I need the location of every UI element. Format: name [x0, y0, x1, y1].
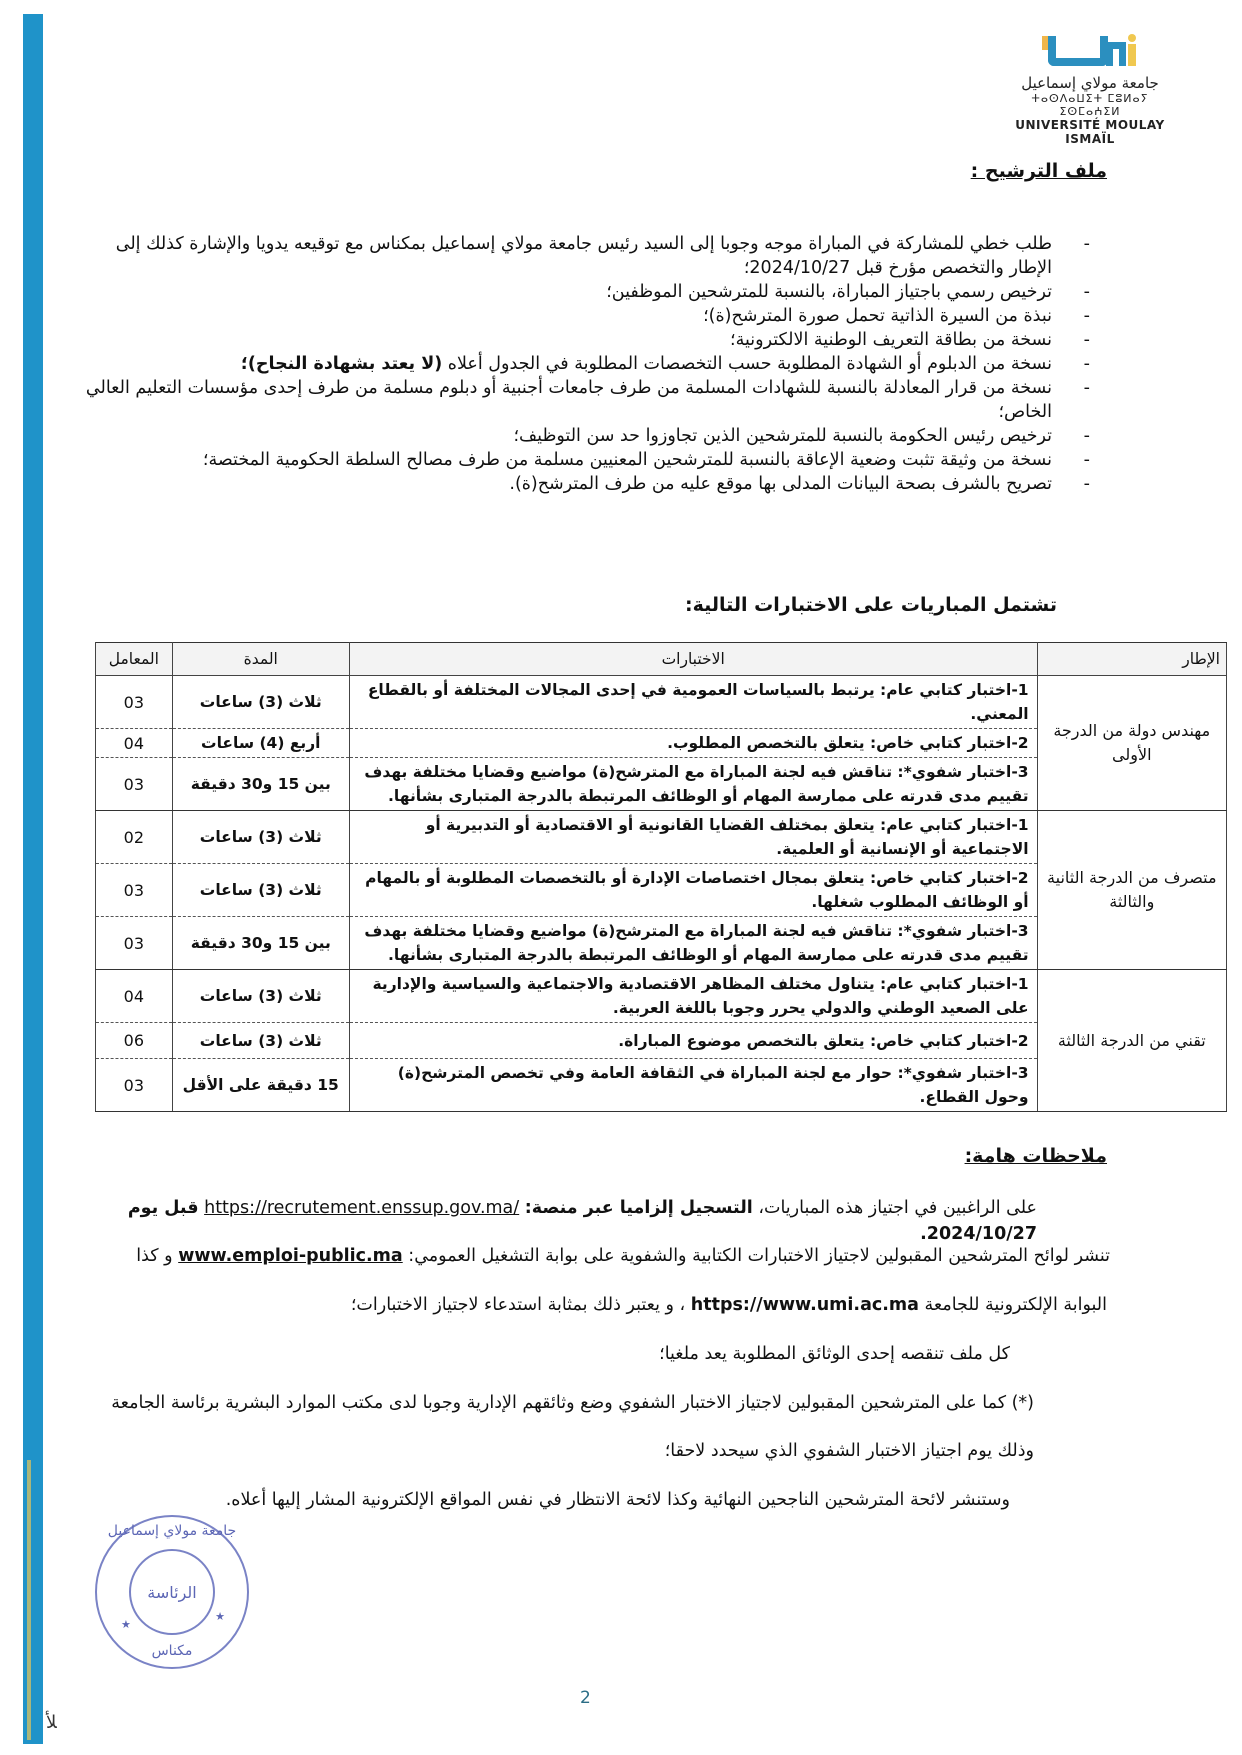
header-tests: الاختبارات	[349, 643, 1037, 676]
left-border-accent	[27, 1460, 31, 1740]
candidacy-title: ملف الترشيح :	[970, 160, 1107, 182]
candidacy-item: - ترخيص رئيس الحكومة بالنسبة للمترشحين الذين تجاوزوا حد سن التوظيف؛	[513, 426, 1090, 446]
stamp-center: الرئاسة	[129, 1549, 215, 1635]
star-icon: ★	[121, 1618, 131, 1631]
table-row	[96, 811, 1227, 864]
coefficient-cell: 04	[96, 970, 173, 1023]
logo-tifinagh-name: ⵜⴰⵙⴷⴰⵡⵉⵜ ⵎⵓⵍⴰⵢ ⵉⵙⵎⴰⵄⵉⵍ	[1031, 92, 1149, 118]
coefficient-cell: 03	[96, 917, 173, 970]
page-number: 2	[580, 1688, 591, 1708]
coefficient-cell: 04	[96, 729, 173, 758]
coefficient-cell: 03	[96, 1059, 173, 1112]
oral-docs-note-1: (*) كما على المترشحين المقبولين لاجتياز الاختبار الشفوي وضع وثائقهم الإدارية وجوبا لدى مكتب الموارد البشرية برئاسة الجامعة	[111, 1393, 1034, 1413]
coefficient-cell: 03	[96, 676, 173, 729]
header-cadre: الإطار	[1037, 643, 1226, 676]
table-row	[96, 970, 1227, 1023]
publish-note-line1: تنشر لوائح المترشحين المقبولين لاجتياز الاختبارات الكتابية والشفوية على بوابة التشغيل العمومي: www.emploi-public.ma و كذا	[136, 1246, 1110, 1266]
test-cell: 3-اختبار شفوي*: حوار مع لجنة المباراة في الثقافة العامة وفي تخصص المترشح(ة) وحول القطاع.	[349, 1059, 1037, 1112]
test-cell: 1-اختبار كتابي عام: يتناول مختلف المظاهر الاقتصادية والاجتماعية والسياسية والإدارية على الصعيد الوطني والدولي يحرر وجوبا باللغة العربية.	[349, 970, 1037, 1023]
table-row	[96, 676, 1227, 729]
test-cell: 2-اختبار كتابي خاص: يتعلق بالتخصص المطلوب.	[349, 729, 1037, 758]
test-cell: 2-اختبار كتابي خاص: يتعلق بالتخصص موضوع المباراة.	[349, 1023, 1037, 1059]
umi-link[interactable]: https://www.umi.ac.ma	[690, 1295, 919, 1315]
candidacy-item: - نبذة من السيرة الذاتية تحمل صورة المترشح(ة)؛	[703, 306, 1090, 326]
exams-table	[95, 642, 1227, 1112]
coefficient-cell: 06	[96, 1023, 173, 1059]
corner-mark: ﻸ	[46, 1712, 57, 1733]
university-logo	[1010, 30, 1170, 146]
cadre-cell: متصرف من الدرجة الثانية والثالثة	[1037, 811, 1226, 970]
duration-cell: أربع (4) ساعات	[172, 729, 349, 758]
candidacy-item: - نسخة من وثيقة تثبت وضعية الإعاقة بالنسبة للمترشحين المعنيين مسلمة من طرف مصالح السلطة الحكومية المختصة؛	[202, 450, 1090, 470]
duration-cell: بين 15 و30 دقيقة	[172, 917, 349, 970]
candidacy-item: - طلب خطي للمشاركة في المباراة موجه وجوبا إلى السيد رئيس جامعة مولاي إسماعيل بمكناس مع توقيعه يدويا والإشارة كذلك إلى الإطار والتخصص مؤرخ قبل 2024/10/27؛	[115, 234, 1090, 278]
test-cell: 3-اختبار شفوي*: تناقش فيه لجنة المباراة مع المترشح(ة) مواضيع وقضايا مختلفة بهدف تقييم مدى قدرته على ممارسة المهام أو الوظائف المرتبطة بالدرجة المتبارى بشأنها.	[349, 758, 1037, 811]
logo-french-name: UNIVERSITÉ MOULAY ISMAÏL	[1015, 118, 1165, 146]
cadre-cell: مهندس دولة من الدرجة الأولى	[1037, 676, 1226, 811]
coefficient-cell: 03	[96, 758, 173, 811]
candidacy-list	[72, 232, 1090, 496]
duration-cell: ثلاث (3) ساعات	[172, 676, 349, 729]
logo-arabic-name: جامعة مولاي إسماعيل	[1021, 74, 1159, 92]
test-cell: 1-اختبار كتابي عام: يتعلق بمختلف القضايا القانونية أو الاقتصادية أو التدبيرية أو الاجتماعية أو الإنسانية أو العلمية.	[349, 811, 1037, 864]
registration-link[interactable]: https://recrutement.enssup.gov.ma/	[204, 1198, 520, 1218]
header-coefficient: المعامل	[96, 643, 173, 676]
publish-note-line2: البوابة الإلكترونية للجامعة https://www.umi.ac.ma ، و يعتبر ذلك بمثابة استدعاء لاجتياز الاختبارات؛	[350, 1295, 1107, 1315]
candidacy-item: - ترخيص رسمي باجتياز المباراة، بالنسبة للمترشحين الموظفين؛	[606, 282, 1090, 302]
test-cell: 2-اختبار كتابي خاص: يتعلق بمجال اختصاصات الإدارة أو بالتخصصات المطلوبة أو بالمهام أو الوظائف المطلوب شغلها.	[349, 864, 1037, 917]
duration-cell: ثلاث (3) ساعات	[172, 970, 349, 1023]
test-cell: 1-اختبار كتابي عام: يرتبط بالسياسات العمومية في إحدى المجالات المختلفة أو بالقطاع المعني.	[349, 676, 1037, 729]
left-border-stripe	[23, 14, 43, 1744]
duration-cell: 15 دقيقة على الأقل	[172, 1059, 349, 1112]
registration-note: على الراغبين في اجتياز هذه المباريات، التسجيل إلزاميا عبر منصة: https://recrutement.enssup.gov.ma/ قبل يوم 2024/10/27.	[127, 1198, 1037, 1244]
test-cell: 3-اختبار شفوي*: تناقش فيه لجنة المباراة مع المترشح(ة) مواضيع وقضايا مختلفة بهدف تقييم مدى قدرته على ممارسة المهام أو الوظائف المرتبطة بالدرجة المتبارى بشأنها.	[349, 917, 1037, 970]
oral-docs-note-2: وذلك يوم اجتياز الاختبار الشفوي الذي سيحدد لاحقا؛	[664, 1441, 1034, 1461]
official-stamp: جامعة مولاي إسماعيل الرئاسة ★ ★ مكناس	[95, 1515, 249, 1669]
header-duration: المدة	[172, 643, 349, 676]
star-icon: ★	[215, 1610, 225, 1623]
table-header-row	[96, 643, 1227, 676]
candidacy-item: - تصريح بالشرف بصحة البيانات المدلى بها موقع عليه من طرف المترشح(ة).	[509, 474, 1090, 494]
duration-cell: بين 15 و30 دقيقة	[172, 758, 349, 811]
umi-logo-icon	[1040, 30, 1140, 72]
duration-cell: ثلاث (3) ساعات	[172, 811, 349, 864]
cadre-cell: تقني من الدرجة الثالثة	[1037, 970, 1226, 1112]
exams-title: تشتمل المباريات على الاختبارات التالية:	[684, 594, 1057, 616]
emploi-public-link[interactable]: www.emploi-public.ma	[178, 1246, 403, 1266]
coefficient-cell: 03	[96, 864, 173, 917]
final-list-note: وستنشر لائحة المترشحين الناجحين النهائية وكذا لائحة الانتظار في نفس المواقع الإلكترونية المشار إليها أعلاه.	[225, 1490, 1010, 1510]
duration-cell: ثلاث (3) ساعات	[172, 864, 349, 917]
notes-title: ملاحظات هامة:	[964, 1145, 1107, 1167]
coefficient-cell: 02	[96, 811, 173, 864]
candidacy-item: - نسخة من الدبلوم أو الشهادة المطلوبة حسب التخصصات المطلوبة في الجدول أعلاه (لا يعتد بشهادة النجاح)؛	[240, 354, 1090, 374]
candidacy-item: - نسخة من بطاقة التعريف الوطنية الالكترونية؛	[730, 330, 1090, 350]
candidacy-item: - نسخة من قرار المعادلة بالنسبة للشهادات المسلمة من طرف جامعات أجنبية أو دبلوم مسلمة من طرف إحدى مؤسسات التعليم العالي الخاص؛	[85, 378, 1090, 422]
duration-cell: ثلاث (3) ساعات	[172, 1023, 349, 1059]
incomplete-file-note: كل ملف تنقصه إحدى الوثائق المطلوبة يعد ملغيا؛	[659, 1344, 1010, 1364]
